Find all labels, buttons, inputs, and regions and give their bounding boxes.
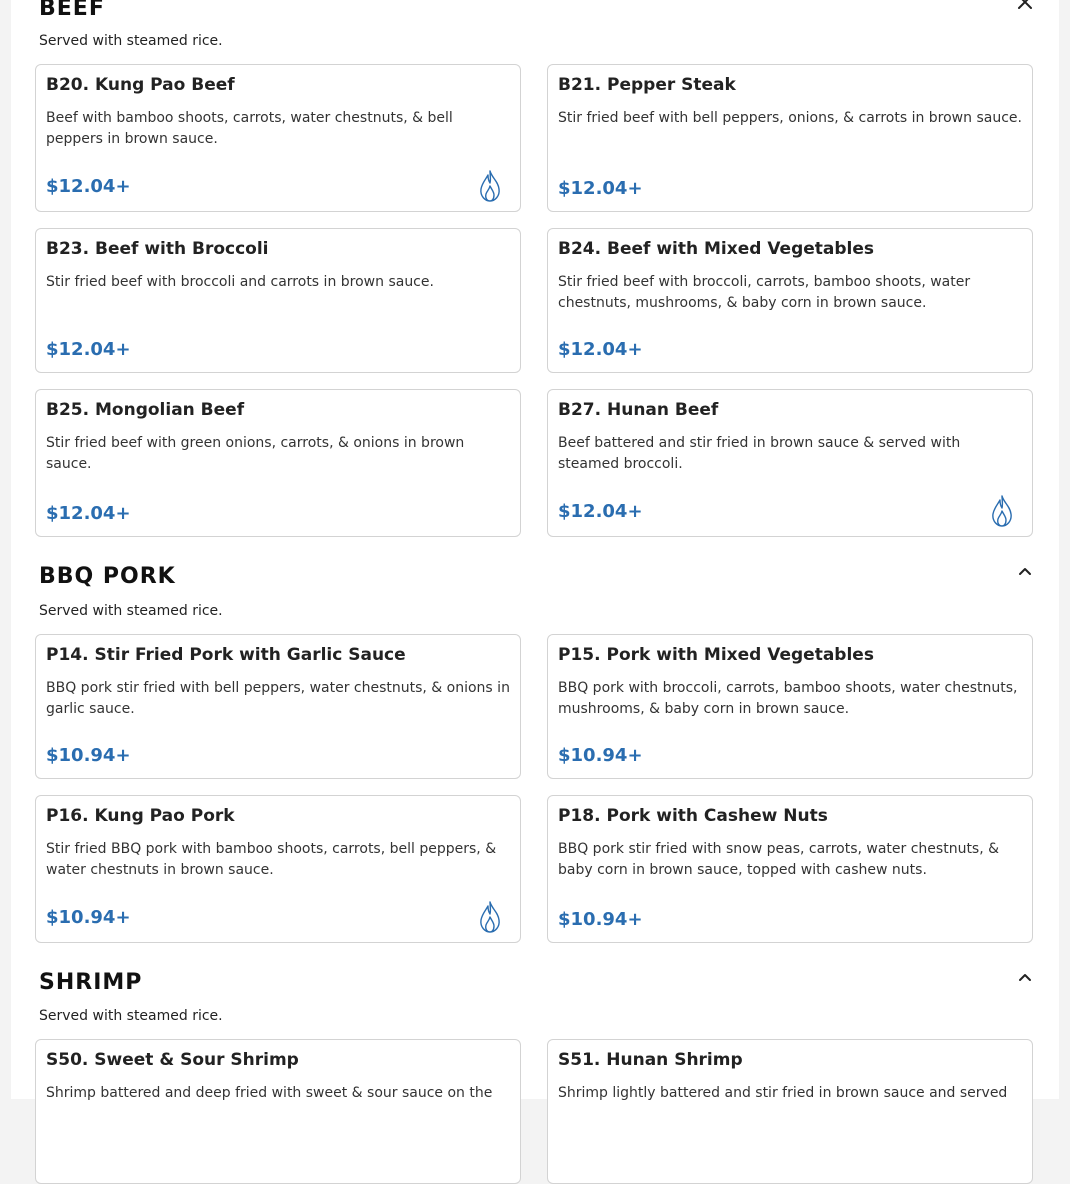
item-price: $12.04+ bbox=[46, 176, 131, 197]
item-description: BBQ pork stir fried with bell peppers, water chestnuts, & onions in garlic sauce. bbox=[46, 680, 510, 717]
item-price: $12.04+ bbox=[558, 339, 643, 360]
chevron-up-icon[interactable] bbox=[1015, 967, 1035, 987]
item-name: B20. Kung Pao Beef bbox=[46, 75, 235, 95]
item-description: Stir fried beef with broccoli, carrots, bamboo shoots, water chestnuts, mushrooms, & baby corn in brown sauce. bbox=[558, 274, 971, 311]
section-subtitle: Served with steamed rice. bbox=[39, 33, 223, 49]
menu-item-card[interactable] bbox=[547, 64, 1033, 212]
menu-item-card[interactable] bbox=[547, 1039, 1033, 1184]
item-description: BBQ pork stir fried with snow peas, carrots, water chestnuts, & baby corn in brown sauce, topped with cashew nuts. bbox=[558, 841, 1000, 878]
section-title: SHRIMP bbox=[39, 970, 143, 995]
item-name: B24. Beef with Mixed Vegetables bbox=[558, 239, 875, 259]
menu-item-card[interactable] bbox=[35, 795, 521, 943]
menu-item-card[interactable] bbox=[35, 64, 521, 212]
item-name: B25. Mongolian Beef bbox=[46, 400, 245, 420]
item-price: $10.94+ bbox=[558, 909, 643, 930]
section-subtitle: Served with steamed rice. bbox=[39, 603, 223, 619]
menu-item-card[interactable] bbox=[547, 389, 1033, 537]
menu-item-card[interactable] bbox=[547, 228, 1033, 373]
item-price: $12.04+ bbox=[46, 339, 131, 360]
section-title: BBQ PORK bbox=[39, 564, 176, 589]
menu-page bbox=[11, 0, 1059, 1099]
item-price: $10.94+ bbox=[558, 745, 643, 766]
menu-item-card[interactable] bbox=[547, 634, 1033, 779]
item-description: Beef battered and stir fried in brown sauce & served with steamed broccoli. bbox=[558, 435, 961, 472]
item-description: Stir fried beef with green onions, carrots, & onions in brown sauce. bbox=[46, 435, 465, 472]
menu-item-card[interactable] bbox=[35, 634, 521, 779]
item-name: B27. Hunan Beef bbox=[558, 400, 719, 420]
menu-item-card[interactable] bbox=[35, 1039, 521, 1184]
item-name: B21. Pepper Steak bbox=[558, 75, 736, 95]
item-description: Stir fried BBQ pork with bamboo shoots, carrots, bell peppers, & water chestnuts in brown sauce. bbox=[46, 841, 497, 878]
item-name: S51. Hunan Shrimp bbox=[558, 1050, 743, 1070]
item-price: $12.04+ bbox=[558, 501, 643, 522]
chevron-up-icon[interactable] bbox=[1015, 561, 1035, 581]
menu-item-card[interactable] bbox=[35, 228, 521, 373]
item-price: $10.94+ bbox=[46, 745, 131, 766]
item-description: Shrimp battered and deep fried with sweet & sour sauce on the bbox=[46, 1085, 493, 1101]
item-name: P18. Pork with Cashew Nuts bbox=[558, 806, 828, 826]
menu-item-card[interactable] bbox=[35, 389, 521, 537]
item-description: Stir fried beef with broccoli and carrots in brown sauce. bbox=[46, 274, 434, 290]
menu-item-card[interactable] bbox=[547, 795, 1033, 943]
item-price: $10.94+ bbox=[46, 907, 131, 928]
item-name: P14. Stir Fried Pork with Garlic Sauce bbox=[46, 645, 406, 665]
flame-icon bbox=[476, 169, 504, 203]
item-price: $12.04+ bbox=[558, 178, 643, 199]
item-name: P15. Pork with Mixed Vegetables bbox=[558, 645, 874, 665]
flame-icon bbox=[476, 900, 504, 934]
section-title: BEEF bbox=[39, 0, 105, 21]
item-name: S50. Sweet & Sour Shrimp bbox=[46, 1050, 299, 1070]
item-price: $12.04+ bbox=[46, 503, 131, 524]
item-name: P16. Kung Pao Pork bbox=[46, 806, 235, 826]
section-subtitle: Served with steamed rice. bbox=[39, 1008, 223, 1024]
item-name: B23. Beef with Broccoli bbox=[46, 239, 269, 259]
item-description: BBQ pork with broccoli, carrots, bamboo shoots, water chestnuts, mushrooms, & baby corn in brown sauce. bbox=[558, 680, 1018, 717]
item-description: Stir fried beef with bell peppers, onions, & carrots in brown sauce. bbox=[558, 110, 1022, 126]
item-description: Beef with bamboo shoots, carrots, water chestnuts, & bell peppers in brown sauce. bbox=[46, 110, 453, 147]
item-description: Shrimp lightly battered and stir fried in brown sauce and served bbox=[558, 1085, 1008, 1101]
flame-icon bbox=[988, 494, 1016, 528]
close-icon[interactable] bbox=[1015, 0, 1035, 12]
